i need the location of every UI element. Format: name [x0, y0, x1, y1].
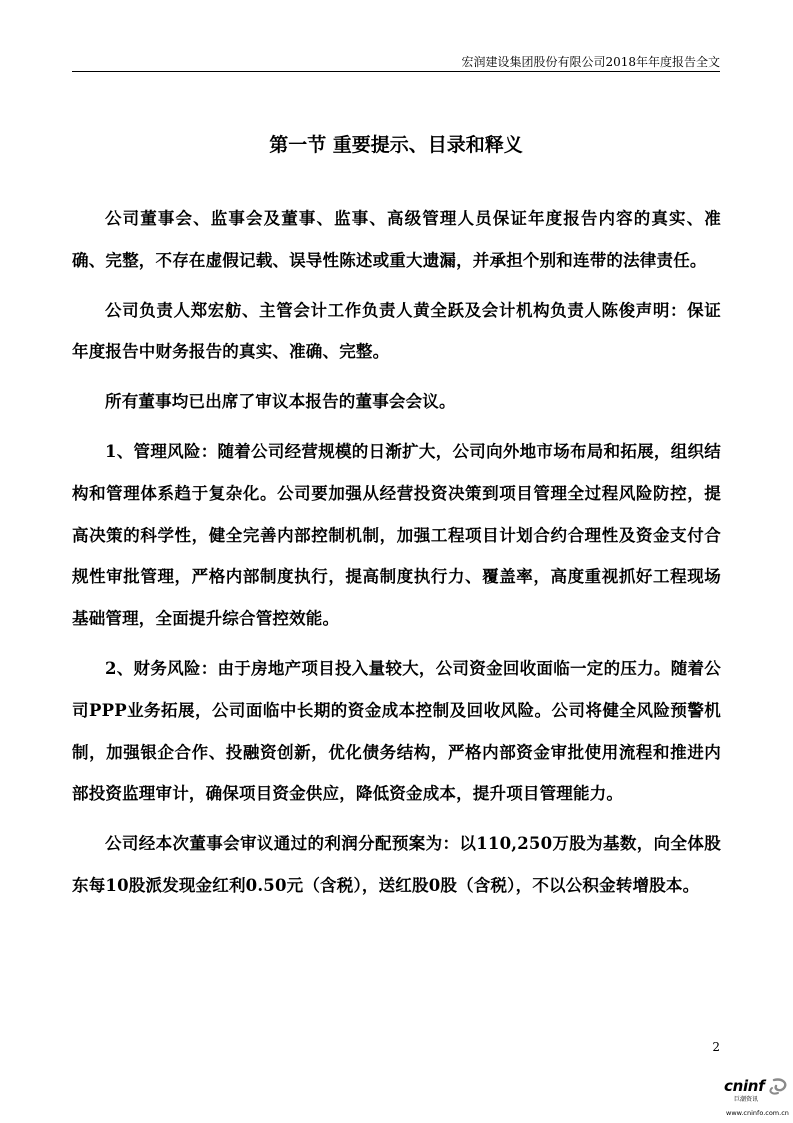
cninfo-logo-icon [722, 1075, 790, 1119]
paragraph-profit-distribution: 公司经本次董事会审议通过的利润分配预案为：以110,250万股为基数，向全体股东每10股派发现金红利0.50元（含税），送红股0股（含税），不以公积金转增股本。 [72, 834, 721, 895]
logo-swirl-icon [770, 1080, 785, 1094]
document-body [72, 198, 721, 915]
header-divider [72, 71, 720, 72]
cninfo-watermark-logo [722, 1075, 790, 1119]
page-number: 2 [712, 1040, 720, 1054]
logo-url: www.cninfo.com.cn [726, 1109, 789, 1117]
paragraph-directors-attendance: 所有董事均已出席了审议本报告的董事会会议。 [105, 392, 456, 412]
paragraph-responsible-persons: 公司负责人郑宏舫、主管会计工作负责人黄全跃及会计机构负责人陈俊声明：保证年度报告中财务报告的真实、准确、完整。 [72, 300, 721, 362]
section-title: 第一节 重要提示、目录和释义 [269, 134, 523, 156]
logo-subtitle: 巨潮资讯 [734, 1096, 759, 1103]
logo-brand: cninf [724, 1077, 765, 1095]
paragraph-management-risk: 1、管理风险：随着公司经营规模的日渐扩大，公司向外地市场布局和拓展，组织结构和管理体系趋于复杂化。公司要加强从经营投资决策到项目管理全过程风险防控，提高决策的科学性，健全完善内部控制机制，加强工程项目计划合约合理性及资金支付合规性审批管理，严格内部制度执行，提高制度执行力、覆盖率，高度重视抓好工程现场基础管理，全面提升综合管控效能。 [72, 441, 721, 629]
page-header: 宏润建设集团股份有限公司2018年年度报告全文 [461, 55, 720, 69]
paragraph-board-guarantee: 公司董事会、监事会及董事、监事、高级管理人员保证年度报告内容的真实、准确、完整，不存在虚假记载、误导性陈述或重大遗漏，并承担个别和连带的法律责任。 [72, 209, 721, 270]
paragraph-financial-risk: 2、财务风险：由于房地产项目投入量较大，公司资金回收面临一定的压力。随着公司PPP业务拓展，公司面临中长期的资金成本控制及回收风险。公司将健全风险预警机制，加强银企合作、投融资创新，优化债务结构，严格内部资金审批使用流程和推进内部投资监理审计，确保项目资金供应，降低资金成本，提升项目管理能力。 [72, 658, 721, 804]
